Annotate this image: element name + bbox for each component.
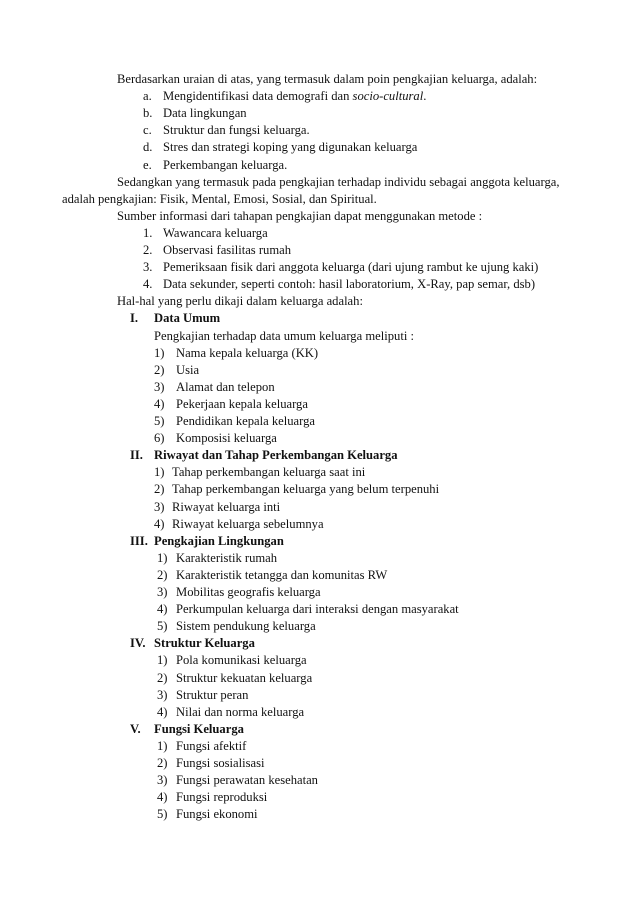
section-heading — [130, 310, 221, 327]
list-marker: 4) — [154, 396, 165, 411]
list-marker: 4) — [154, 516, 165, 531]
list-item — [143, 139, 418, 156]
list-item — [157, 806, 258, 823]
section-heading — [130, 721, 244, 738]
list-text: Riwayat dan Tahap Perkembangan Keluarga — [154, 448, 398, 463]
list-text: Mengidentifikasi data demografi dan — [163, 89, 353, 104]
list-text: Stres dan strategi koping yang digunakan keluarga — [163, 140, 418, 155]
punct: . — [423, 89, 427, 104]
list-marker: 2) — [154, 482, 165, 497]
list-text-wrap — [163, 88, 426, 105]
list-item — [157, 755, 265, 772]
list-text: Fungsi ekonomi — [176, 807, 258, 822]
list-text: Struktur dan fungsi keluarga. — [163, 123, 310, 138]
list-text: Karakteristik rumah — [176, 550, 278, 565]
list-text: Pekerjaan kepala keluarga — [176, 396, 308, 411]
list-marker: 5) — [157, 807, 168, 822]
list-marker: 4) — [157, 602, 168, 617]
list-marker: I. — [130, 311, 139, 326]
list-item — [154, 345, 319, 362]
list-text: Observasi fasilitas rumah — [163, 243, 292, 257]
list-marker: 3) — [157, 585, 168, 599]
list-item — [154, 413, 315, 430]
list-marker: a. — [143, 89, 152, 104]
list-marker: 1) — [157, 653, 168, 668]
section-subtitle: Pengkajian terhadap data umum keluarga meliputi : — [154, 328, 414, 343]
list-text: Pendidikan kepala keluarga — [176, 414, 315, 428]
list-marker: 2) — [157, 756, 168, 770]
list-text: Fungsi Keluarga — [154, 721, 244, 736]
list-text: Fungsi reproduksi — [176, 790, 268, 805]
list-item — [157, 687, 249, 704]
list-item — [143, 225, 268, 242]
list-marker: 1) — [157, 738, 168, 753]
list-marker: c. — [143, 123, 152, 138]
list-item — [143, 122, 310, 139]
list-text: Struktur peran — [176, 687, 249, 702]
list-marker: 2) — [154, 362, 165, 377]
list-marker: 4) — [157, 704, 168, 719]
list-text: Sistem pendukung keluarga — [176, 619, 316, 634]
list-text: Fungsi perawatan kesehatan — [176, 773, 318, 788]
list-text: Karakteristik tetangga dan komunitas RW — [176, 567, 388, 582]
list-marker: 1) — [154, 465, 165, 480]
list-item — [154, 379, 275, 396]
list-text: Pemeriksaan fisik dari anggota keluarga (dari ujung rambut ke ujung kaki) — [163, 260, 539, 275]
list-marker: b. — [143, 106, 153, 121]
list-item — [143, 242, 292, 259]
list-text: Mobilitas geografis keluarga — [176, 585, 321, 599]
paragraph-line: adalah pengkajian: Fisik, Mental, Emosi, Sosial, dan Spiritual. — [62, 191, 377, 206]
list-text: Struktur kekuatan keluarga — [176, 670, 313, 685]
list-marker: III. — [130, 533, 148, 548]
list-marker: d. — [143, 140, 153, 155]
list-item — [154, 396, 308, 413]
list-text: Tahap perkembangan keluarga saat ini — [172, 465, 366, 480]
list-text: Usia — [176, 362, 200, 377]
intro-paragraph: Berdasarkan uraian di atas, yang termasuk dalam poin pengkajian keluarga, adalah: — [117, 72, 538, 86]
list-marker: 2) — [157, 670, 168, 685]
list-marker: 2. — [143, 243, 153, 257]
list-item — [143, 276, 536, 293]
list-text: Fungsi afektif — [176, 738, 247, 753]
list-marker: V. — [130, 721, 141, 736]
list-item — [157, 738, 247, 755]
list-text: Alamat dan telepon — [176, 379, 275, 394]
paragraph-line: Sedangkan yang termasuk pada pengkajian terhadap individu sebagai anggota keluarga, — [117, 174, 560, 189]
section-heading — [130, 447, 398, 464]
list-item — [143, 157, 288, 174]
list-item — [154, 430, 277, 447]
paragraph-line: Sumber informasi dari tahapan pengkajian dapat menggunakan metode : — [117, 208, 483, 223]
section-heading — [130, 635, 255, 652]
section-heading — [130, 533, 284, 550]
list-text: Data lingkungan — [163, 106, 247, 121]
list-text: Data sekunder, seperti contoh: hasil laboratorium, X-Ray, pap semar, dsb) — [163, 277, 536, 292]
list-item — [157, 550, 278, 567]
list-text: Riwayat keluarga inti — [172, 499, 281, 514]
list-marker: 3) — [157, 687, 168, 702]
list-text: Pengkajian Lingkungan — [154, 533, 284, 548]
list-text: Pola komunikasi keluarga — [176, 653, 307, 668]
list-text: Nama kepala keluarga (KK) — [176, 345, 319, 360]
list-marker: 1) — [154, 345, 165, 360]
list-item — [157, 772, 318, 789]
list-text: Komposisi keluarga — [176, 431, 277, 446]
list-text: Wawancara keluarga — [163, 225, 268, 240]
list-text: Data Umum — [154, 311, 221, 326]
list-item — [157, 567, 388, 584]
list-item — [143, 88, 427, 105]
list-item — [154, 499, 281, 516]
list-text: Fungsi sosialisasi — [176, 756, 265, 770]
list-marker: 3) — [154, 499, 165, 514]
list-text: Perkembangan keluarga. — [163, 157, 288, 172]
list-marker: II. — [130, 448, 143, 463]
list-item — [157, 670, 313, 687]
list-marker: 5) — [154, 414, 165, 428]
list-item — [157, 704, 305, 721]
list-text: Tahap perkembangan keluarga yang belum terpenuhi — [172, 482, 440, 497]
list-text: Struktur Keluarga — [154, 636, 255, 651]
list-item — [154, 481, 440, 498]
list-item — [157, 789, 268, 806]
list-item — [143, 105, 247, 122]
list-marker: 4) — [157, 790, 168, 805]
list-marker: 2) — [157, 567, 168, 582]
list-marker: 3) — [157, 773, 168, 788]
list-item — [154, 516, 324, 533]
list-item — [154, 464, 366, 481]
paragraph-line: Hal-hal yang perlu dikaji dalam keluarga adalah: — [117, 294, 363, 309]
italic-text: socio-cultural — [352, 89, 424, 104]
list-marker: IV. — [130, 636, 146, 651]
list-marker: 1. — [143, 225, 153, 240]
list-item — [157, 601, 459, 618]
list-item — [157, 584, 321, 601]
list-marker: e. — [143, 157, 152, 172]
list-marker: 1) — [157, 550, 168, 565]
list-item — [157, 652, 307, 669]
list-marker: 6) — [154, 431, 165, 446]
list-item — [154, 362, 200, 379]
list-marker: 3. — [143, 260, 153, 275]
list-marker: 4. — [143, 277, 153, 292]
list-text: Perkumpulan keluarga dari interaksi dengan masyarakat — [176, 602, 459, 617]
list-item — [143, 259, 539, 276]
list-marker: 3) — [154, 379, 165, 394]
list-marker: 5) — [157, 619, 168, 634]
list-item — [157, 618, 316, 635]
list-text: Nilai dan norma keluarga — [176, 704, 305, 719]
list-text: Riwayat keluarga sebelumnya — [172, 516, 324, 531]
